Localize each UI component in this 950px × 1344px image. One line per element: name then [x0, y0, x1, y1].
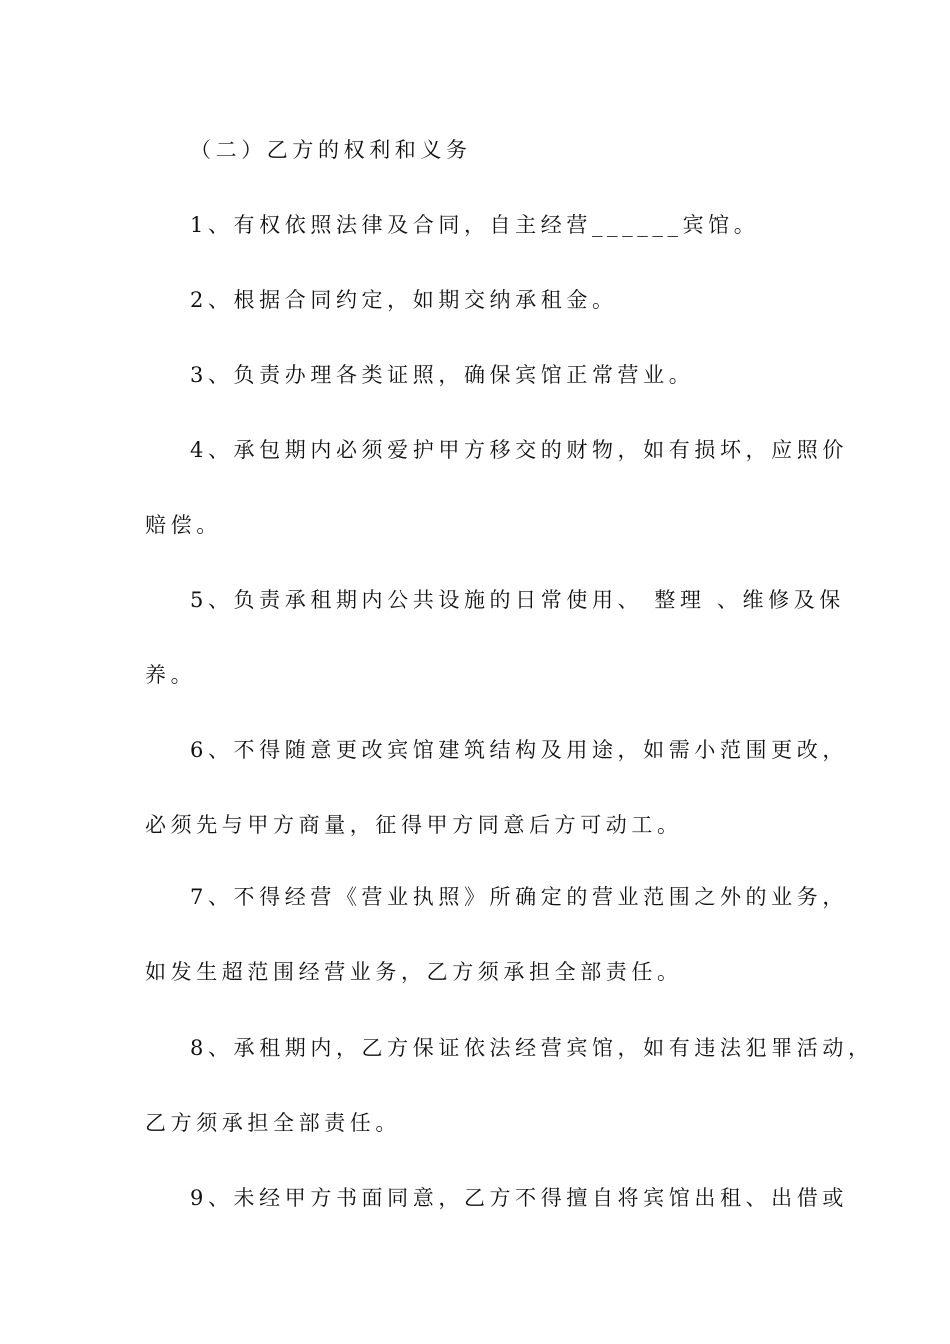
clause-5-line-2: 养。: [145, 663, 197, 687]
clause-5-line-1: 5、负责承租期内公共设施的日常使用、 整理 、维修及保: [190, 588, 845, 612]
clause-6-line-1: 6、不得随意更改宾馆建筑结构及用途，如需小范围更改，: [190, 738, 848, 762]
clause-9-line-1: 9、未经甲方书面同意，乙方不得擅自将宾馆出租、出借或: [190, 1186, 848, 1210]
clause-7-line-1: 7、不得经营《营业执照》所确定的营业范围之外的业务，: [190, 885, 848, 909]
clause-4-line-2: 赔偿。: [145, 513, 222, 537]
clause-2: 2、根据合同约定，如期交纳承租金。: [190, 288, 618, 312]
section-heading: （二）乙方的权利和义务: [190, 138, 472, 162]
clause-4-line-1: 4、承包期内必须爱护甲方移交的财物，如有损坏，应照价: [190, 438, 848, 462]
clause-6-line-2: 必须先与甲方商量，征得甲方同意后方可动工。: [145, 813, 683, 837]
clause-7-line-2: 如发生超范围经营业务，乙方须承担全部责任。: [145, 960, 683, 984]
clause-3: 3、负责办理各类证照，确保宾馆正常营业。: [190, 363, 695, 387]
clause-8-line-2: 乙方须承担全部责任。: [145, 1111, 401, 1135]
clause-8-line-1: 8、承租期内，乙方保证依法经营宾馆，如有违法犯罪活动，: [190, 1036, 874, 1060]
clause-1: 1、有权依照法律及合同，自主经营______宾馆。: [190, 213, 760, 237]
